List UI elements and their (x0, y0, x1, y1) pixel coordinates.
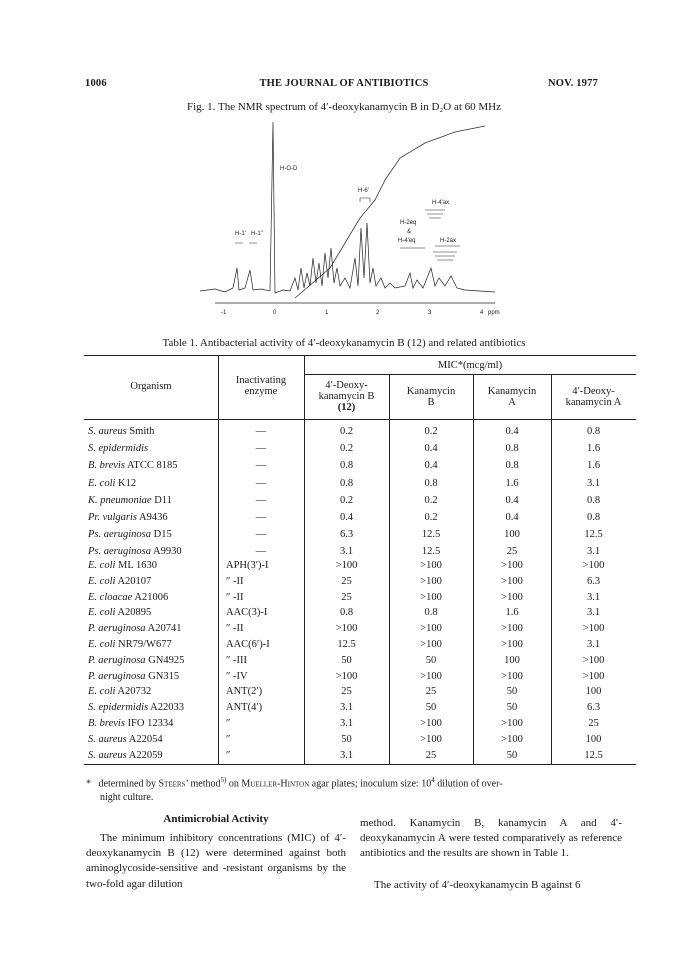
organism-genus: B. brevis (88, 718, 125, 729)
organism-strain: A21006 (132, 591, 169, 603)
enzyme-cell: ″ (226, 733, 231, 745)
organism-genus: Pr. vulgaris (88, 512, 138, 523)
mic-value-cell: >100 (420, 575, 442, 587)
mic-value-cell: 0.8 (339, 477, 354, 489)
mic-value-cell: 3.1 (586, 607, 601, 619)
enzyme-cell: — (255, 460, 267, 472)
organism-strain: GN4925 (145, 654, 185, 666)
table-bottom-rule (84, 764, 636, 765)
enzyme-cell: ANT(4′) (226, 702, 263, 714)
mic-value-cell: 1.6 (505, 607, 519, 619)
body-right-paragraph: method. Kanamycin B, kanamycin A and 4′-deoxykanamycin A were tested comparatively as reference antibiotics and the results are shown in Table 1. (360, 817, 622, 860)
mic-value-cell: 0.8 (586, 426, 601, 437)
mic-header-rule (304, 374, 636, 375)
body-right-paragraph-2: The activity of 4′-deoxykanamycin B against 6 (374, 879, 581, 891)
organism-genus: S. epidermidis (88, 443, 149, 455)
drug2-l2: B (427, 397, 435, 408)
organism-genus: P. aeruginosa (88, 623, 146, 635)
mic-value-cell: >100 (501, 670, 523, 682)
organism-cell (88, 443, 148, 454)
footnote-mh: Mueller-Hinton (241, 778, 310, 790)
mic-value-cell: 3.1 (339, 546, 354, 558)
organism-cell (88, 686, 151, 697)
mic-value-cell: 0.8 (424, 477, 438, 489)
mic-value-cell: >100 (582, 670, 605, 682)
mic-value-cell: 25 (425, 749, 437, 761)
organism-strain: A22033 (148, 702, 184, 714)
organism-strain: D11 (151, 494, 172, 506)
mic-value-cell: 50 (425, 702, 437, 714)
page-number: 1006 (85, 78, 107, 89)
organism-cell (88, 426, 154, 437)
tick-m1: -1 (221, 310, 227, 316)
organism-genus: E. coli (88, 607, 116, 619)
enzyme-cell: ANT(2′) (226, 686, 263, 698)
mic-value-cell: 0.2 (339, 443, 354, 455)
organism-strain: A9930 (151, 546, 182, 558)
issue-date: NOV. 1977 (548, 78, 599, 89)
organism-cell (88, 607, 151, 618)
mic-value-cell: 1.6 (586, 443, 601, 455)
mic-value-cell: >100 (420, 718, 442, 729)
enzyme-cell: ″ (226, 749, 231, 761)
mic-value-cell: >100 (335, 670, 358, 682)
body-left-paragraph: The minimum inhibitory concentrations (MIC) of 4′-deoxykanamycin B (12) were determined against both aminoglycoside-sensitive and -resistant organisms by the two-fold agar dilution (86, 832, 346, 890)
mic-value-cell: 3.1 (339, 702, 354, 714)
mic-value-cell: 50 (341, 733, 352, 745)
mic-value-cell: >100 (501, 718, 523, 729)
mic-value-cell: 1.6 (505, 477, 519, 489)
label-h4eq: H-4'eq (398, 238, 416, 244)
organism-cell (88, 671, 179, 682)
organism-cell (88, 512, 168, 523)
organism-cell (88, 546, 182, 557)
mic-value-cell: >100 (501, 623, 523, 635)
mic-value-cell: 0.8 (505, 460, 519, 472)
mic-value-cell: 100 (585, 686, 602, 698)
enzyme-cell: ″ (226, 718, 231, 729)
organism-genus: S. aureus (88, 749, 127, 761)
drug4-l2: kanamycin A (565, 397, 622, 408)
organism-genus: Ps. aeruginosa (88, 546, 151, 558)
organism-strain: ATCC 8185 (124, 460, 178, 472)
organism-genus: E. coli (88, 477, 116, 489)
mic-value-cell: >100 (420, 733, 442, 745)
journal-title: THE JOURNAL OF ANTIBIOTICS (259, 78, 429, 89)
organism-genus: S. aureus (88, 733, 127, 745)
mic-value-cell: >100 (420, 560, 442, 571)
mic-value-cell: 50 (425, 654, 437, 666)
mic-value-cell: 12.5 (337, 639, 356, 650)
mic-value-cell: 0.2 (339, 426, 354, 437)
table-footnote (86, 773, 606, 805)
organism-genus: K. pneumoniae (88, 494, 152, 506)
footnote-star: * (86, 778, 91, 790)
mic-value-cell: 6.3 (586, 575, 601, 587)
mic-value-cell: >100 (501, 733, 523, 745)
enzyme-cell: — (255, 546, 267, 558)
organism-strain: Smith (126, 426, 155, 437)
label-h1p: H-1' (235, 231, 246, 237)
label-hod: H-O-D (280, 166, 298, 172)
organism-cell (88, 592, 168, 603)
mic-value-cell: 3.1 (586, 639, 601, 650)
label-amp: & (407, 229, 412, 235)
tick-3: 3 (428, 310, 432, 316)
organism-strain: A20895 (115, 607, 152, 619)
mic-value-cell: 0.2 (424, 494, 438, 506)
organism-strain: A20741 (145, 623, 182, 635)
mic-value-cell: 0.8 (339, 460, 354, 472)
organism-strain: D15 (151, 529, 172, 541)
organism-cell (88, 718, 173, 729)
organism-strain: A20732 (115, 686, 152, 698)
mic-value-cell: 6.3 (339, 529, 354, 541)
drug2-l1: Kanamycin (406, 386, 456, 397)
organism-genus: E. cloacae (88, 591, 133, 603)
mic-value-cell: 12.5 (421, 546, 441, 558)
mic-value-cell: 50 (341, 654, 352, 666)
mic-value-cell: >100 (501, 575, 523, 587)
mic-value-cell: 3.1 (339, 749, 354, 761)
organism-strain: A20107 (115, 575, 152, 587)
enzyme-cell: — (255, 477, 267, 489)
organism-genus: P. aeruginosa (88, 670, 146, 682)
enzyme-cell: APH(3′)-I (226, 560, 269, 571)
mic-value-cell: 3.1 (586, 591, 601, 603)
mic-value-cell: 0.2 (424, 426, 438, 437)
footnote-b: ’ method (185, 778, 221, 790)
organism-cell (88, 478, 136, 489)
organism-genus: S. aureus (88, 426, 127, 437)
mic-value-cell: 25 (341, 575, 352, 587)
tick-2: 2 (376, 310, 380, 316)
organism-genus: E. coli (88, 686, 116, 698)
label-h2eq: H-2eq (400, 220, 417, 226)
organism-genus: S. epidermidis (88, 702, 149, 714)
mic-value-cell: 50 (506, 686, 518, 698)
mic-value-cell: >100 (501, 591, 523, 603)
mic-value-cell: >100 (420, 670, 442, 682)
footnote-e: dilution of over- (434, 778, 503, 790)
organism-genus: P. aeruginosa (88, 654, 146, 666)
mic-value-cell: 0.8 (339, 607, 354, 619)
enzyme-cell: ″ -II (226, 591, 244, 603)
section-title: Antimicrobial Activity (163, 813, 269, 825)
tick-0: 0 (273, 310, 277, 316)
label-h2ax: H-2ax (440, 238, 457, 244)
enzyme-cell: AAC(3)-I (226, 607, 268, 619)
organism-cell (88, 495, 172, 506)
organism-genus: E. coli (88, 575, 116, 587)
organism-cell (88, 639, 172, 650)
mic-value-cell: 100 (504, 529, 520, 541)
enzyme-cell: — (255, 529, 267, 541)
axis-unit: ppm (488, 310, 500, 316)
mic-value-cell: 0.8 (586, 512, 601, 523)
organism-genus: E. coli (88, 560, 116, 571)
mic-value-cell: >100 (582, 623, 605, 635)
enzyme-cell: AAC(6′)-I (226, 639, 270, 650)
organism-cell (88, 560, 157, 571)
mic-value-cell: 0.2 (424, 512, 438, 523)
footnote-d: agar plates; inoculum size: 10 (309, 778, 432, 790)
mic-value-cell: 12.5 (584, 529, 603, 541)
organism-strain: ML 1630 (115, 560, 158, 571)
enzyme-cell: ″ -III (226, 654, 247, 666)
nmr-spectrum (195, 118, 515, 328)
organism-cell (88, 460, 177, 471)
label-h6: H-6' (358, 188, 369, 194)
figure-caption: Fig. 1. The NMR spectrum of 4′-deoxykanamycin B in D₂O at 60 MHz (187, 101, 501, 113)
organism-strain: IFO 12334 (124, 718, 174, 729)
enzyme-cell: — (255, 426, 267, 437)
tick-1: 1 (325, 310, 329, 316)
footnote-c: on (226, 778, 242, 790)
mic-value-cell: 0.4 (505, 512, 519, 523)
organism-cell (88, 529, 172, 540)
mic-value-cell: >100 (501, 560, 523, 571)
organism-strain: A22059 (126, 749, 163, 761)
enzyme-cell: — (255, 443, 267, 455)
footnote-ref: 5) (220, 776, 227, 784)
label-h4ax: H-4'ax (432, 200, 450, 206)
mic-value-cell: 3.1 (339, 718, 354, 729)
mic-value-cell: 25 (341, 686, 352, 698)
organism-strain: K12 (115, 477, 137, 489)
mic-value-cell: >100 (582, 560, 605, 571)
organism-genus: Ps. aeruginosa (88, 529, 151, 541)
enzyme-cell: ″ -IV (226, 670, 248, 682)
drug1-l3: (12) (337, 402, 356, 413)
organism-strain: NR79/W677 (115, 639, 172, 650)
mic-value-cell: 50 (506, 749, 518, 761)
mic-value-cell: 12.5 (584, 749, 603, 761)
mic-value-cell: 25 (341, 591, 352, 603)
mic-value-cell: 3.1 (586, 546, 601, 558)
table-top-rule (84, 355, 636, 356)
footnote-exp: 4 (431, 776, 435, 784)
mic-value-cell: 0.8 (505, 443, 519, 455)
footnote-f: night culture. (100, 792, 154, 804)
mic-value-cell: 0.2 (339, 494, 354, 506)
mic-value-cell: 50 (506, 702, 518, 714)
mic-value-cell: >100 (420, 623, 442, 635)
organism-cell (88, 576, 151, 587)
enzyme-cell: ″ -II (226, 623, 244, 635)
drug1-l1: 4′-Deoxy- (325, 380, 368, 391)
mic-value-cell: >100 (335, 560, 358, 571)
header-bottom-rule (84, 419, 636, 420)
table-caption: Table 1. Antibacterial activity of 4′-deoxykanamycin B (12) and related antibiotics (162, 337, 526, 349)
tick-4: 4 (480, 310, 484, 316)
mic-value-cell: 100 (504, 654, 520, 666)
mic-value-cell: 3.1 (586, 477, 601, 489)
label-h1pp: H-1'' (251, 231, 263, 237)
enzyme-cell: — (255, 512, 267, 523)
mic-value-cell: >100 (501, 639, 523, 650)
col-organism: Organism (130, 381, 172, 392)
col-enzyme-1: Inactivating (235, 375, 287, 386)
organism-strain: A9436 (137, 512, 168, 523)
organism-genus: E. coli (88, 639, 116, 650)
organism-strain: GN315 (145, 670, 180, 682)
organism-strain: A22054 (126, 733, 163, 745)
mic-value-cell: >100 (420, 591, 442, 603)
organism-cell (88, 655, 184, 666)
mic-value-cell: 25 (506, 546, 518, 558)
organism-cell (88, 734, 163, 745)
mic-value-cell: 0.4 (505, 494, 519, 506)
footnote-steers: Steers (158, 778, 186, 790)
mic-value-cell: 12.5 (421, 529, 441, 541)
mic-value-cell: 25 (588, 718, 599, 729)
mic-value-cell: 0.8 (424, 607, 438, 619)
vrule-1 (218, 355, 219, 764)
mic-value-cell: 0.4 (424, 460, 438, 472)
organism-genus: B. brevis (88, 460, 125, 472)
drug3-l2: A (508, 397, 516, 408)
mic-value-cell: 0.4 (339, 512, 354, 523)
drug4-l1: 4′-Deoxy- (572, 386, 615, 397)
organism-cell (88, 750, 163, 761)
drug3-l1: Kanamycin (487, 386, 537, 397)
mic-value-cell: 0.4 (424, 443, 438, 455)
mic-value-cell: >100 (420, 639, 442, 650)
mic-value-cell: 100 (585, 733, 602, 745)
mic-value-cell: 0.4 (505, 426, 519, 437)
drug1-l2: kanamycin B (318, 391, 375, 402)
footnote-a: determined by (98, 778, 159, 790)
organism-cell (88, 623, 181, 634)
mic-value-cell: 6.3 (586, 702, 601, 714)
mic-value-cell: 0.8 (586, 494, 601, 506)
enzyme-cell: ″ -II (226, 575, 244, 587)
mic-value-cell: >100 (582, 654, 605, 666)
col-enzyme-2: enzyme (244, 386, 278, 397)
mic-value-cell: 25 (425, 686, 437, 698)
enzyme-cell: — (255, 494, 267, 506)
mic-header: MIC*(mcg/ml) (437, 360, 503, 371)
organism-cell (88, 702, 184, 713)
mic-value-cell: >100 (335, 623, 358, 635)
mic-value-cell: 1.6 (586, 460, 601, 472)
